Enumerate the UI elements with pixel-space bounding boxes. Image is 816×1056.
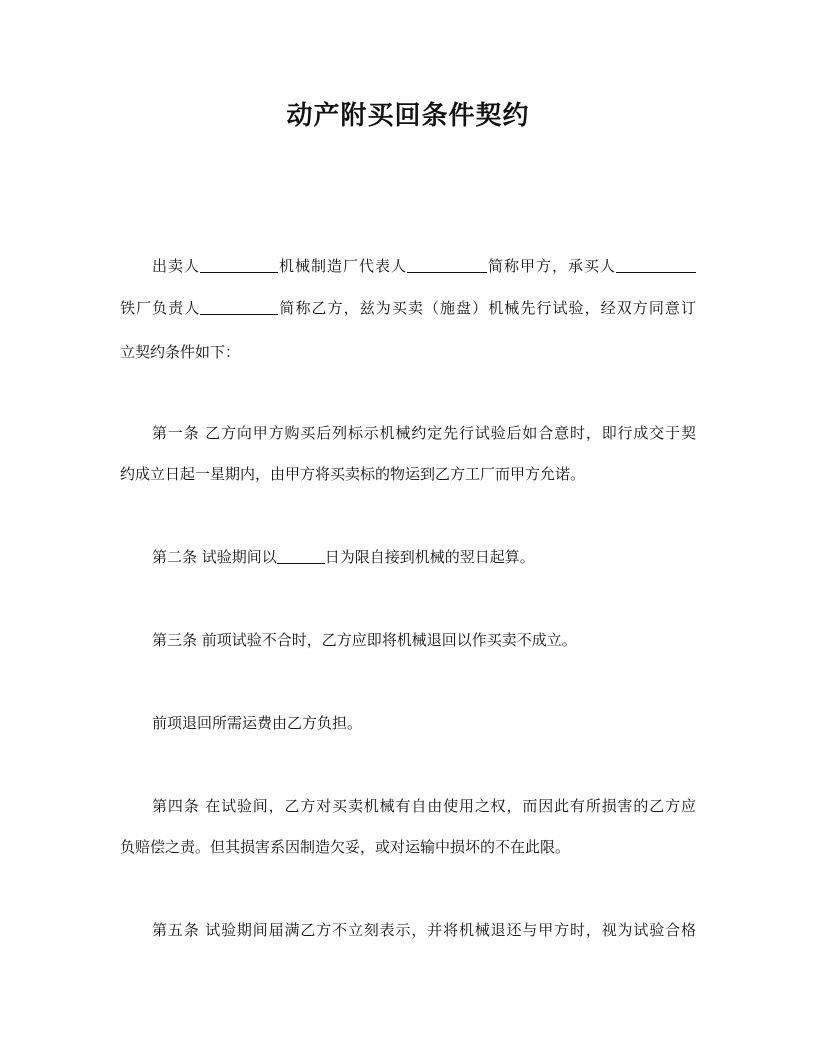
document-title: 动产附买回条件契约 [286,101,530,131]
article-4-line-2: 负赔偿之责。但其损害系因制造欠妥，或对运输中损坏的不在此限。 [120,838,571,856]
ironworks-head-label: 铁厂负责人 [120,299,201,317]
seller-blank [200,256,278,273]
intro-line-3: 立契约条件如下： [120,343,241,361]
intro-line-1 [152,254,696,278]
article-2 [152,545,696,569]
intro-text-2: 简称乙方，兹为买卖（施盘）机械先行试验，经双方同意订 [278,299,696,317]
article-3-line-2: 前项退回所需运费由乙方负担。 [152,714,363,732]
article-5-line-1: 第五条 试验期间届满乙方不立刻表示，并将机械退还与甲方时，视为试验合格 [152,921,696,939]
factory-rep-label: 机械制造厂代表人 [278,257,407,275]
buyer-label: 简称甲方，承买人 [486,257,616,275]
article-2-text-b: 日为限自接到机械的翌日起算。 [324,548,535,566]
article-1-line-2: 约成立日起一星期内，由甲方将买卖标的物运到乙方工厂而甲方允诺。 [120,465,586,483]
trial-days-blank [277,547,325,564]
article-2-text-a: 第二条 试验期间以 [152,548,277,566]
article-1-line-1: 第一条 乙方向甲方购买后列标示机械约定先行试验后如合意时，即行成交于契 [152,424,696,442]
rep-blank [407,256,487,273]
article-3-line-1: 第三条 前项试验不合时，乙方应即将机械退回以作买卖不成立。 [152,631,577,649]
head-blank [200,298,278,315]
article-4-line-1: 第四条 在试验间，乙方对买卖机械有自由使用之权，而因此有所损害的乙方应 [152,797,696,815]
intro-line-2 [120,296,696,320]
seller-label: 出卖人 [152,257,200,275]
buyer-blank [616,256,696,273]
